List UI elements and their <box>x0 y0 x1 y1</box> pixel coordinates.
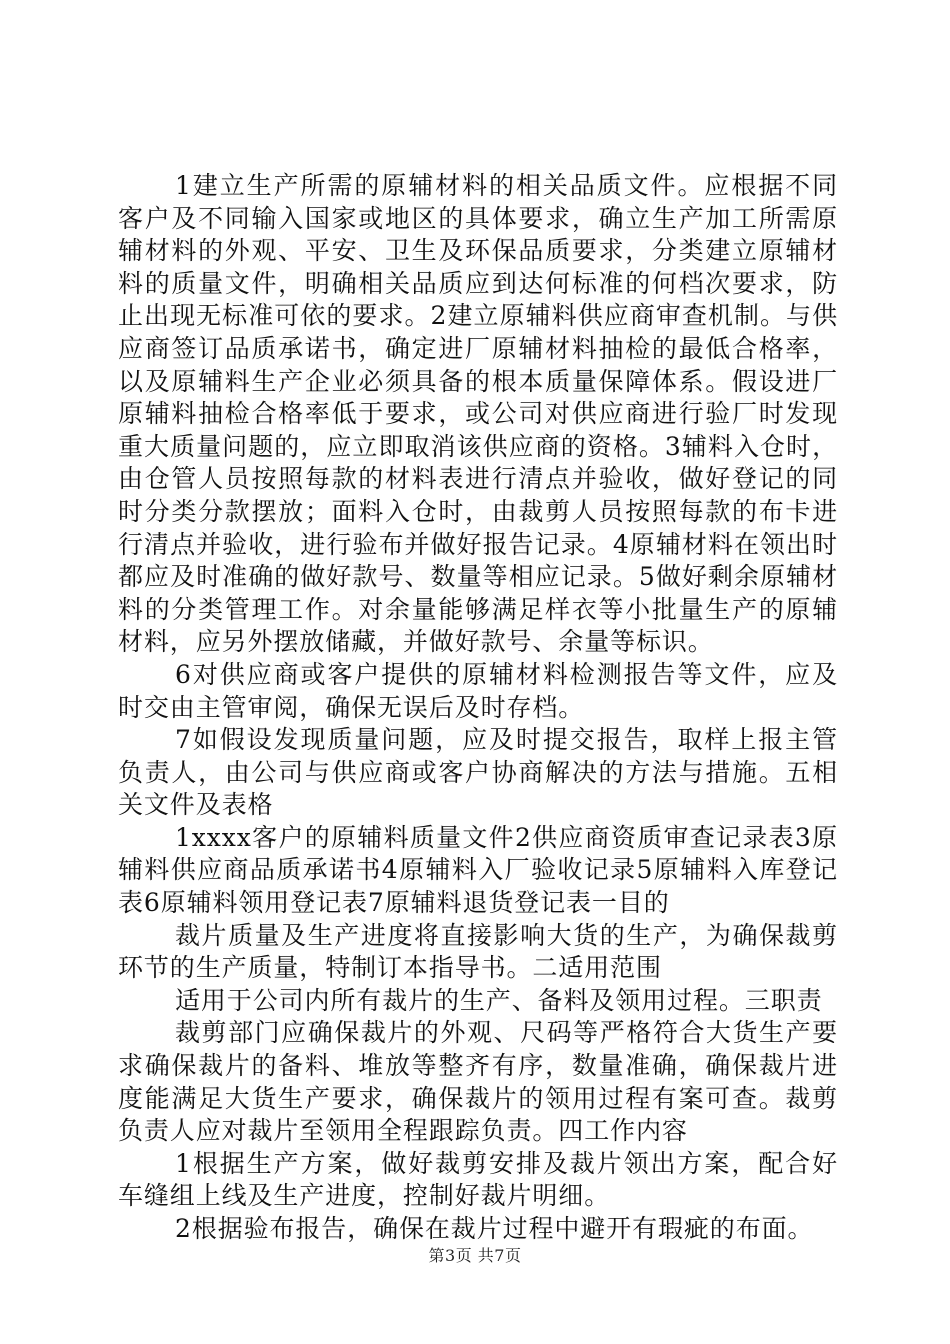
paragraph-7: 裁剪部门应确保裁片的外观、尺码等严格符合大货生产要求确保裁片的备料、堆放等整齐有序，数量准确，确保裁片进度能满足大货生产要求，确保裁片的领用过程有案可查。裁剪负责人应对裁片至领用全程跟踪负责。四工作内容 <box>118 1018 838 1146</box>
paragraph-9: 2根据验布报告，确保在裁片过程中避开有瑕疵的布面。 <box>175 1214 814 1243</box>
page-footer <box>0 1243 950 1266</box>
page-number: 第3页 <box>428 1246 473 1265</box>
paragraph-1: 1建立生产所需的原辅材料的相关品质文件。应根据不同客户及不同输入国家或地区的具体要求，确立生产加工所需原辅材料的外观、平安、卫生及环保品质要求，分类建立原辅材料的质量文件，明确相关品质应到达何标准的何档次要求，防止出现无标准可依的要求。2建立原辅料供应商审查机制。与供应商签订品质承诺书，确定进厂原辅材料抽检的最低合格率，以及原辅料生产企业必须具备的根本质量保障体系。假设进厂原辅料抽检合格率低于要求，或公司对供应商进行验厂时发现重大质量问题的，应立即取消该供应商的资格。3辅料入仓时，由仓管人员按照每款的材料表进行清点并验收，做好登记的同时分类分款摆放；面料入仓时，由裁剪人员按照每款的布卡进行清点并验收，进行验布并做好报告记录。4原辅材料在领出时都应及时准确的做好款号、数量等相应记录。5做好剩余原辅材料的分类管理工作。对余量能够满足样衣等小批量生产的原辅材料，应另外摆放储藏，并做好款号、余量等标识。 <box>118 171 838 657</box>
paragraph-5: 裁片质量及生产进度将直接影响大货的生产，为确保裁剪环节的生产质量，特制订本指导书。二适用范围 <box>118 920 838 983</box>
paragraph-4: 1xxxx客户的原辅料质量文件2供应商资质审查记录表3原辅料供应商品质承诺书4原辅料入厂验收记录5原辅料入库登记表6原辅料领用登记表7原辅料退货登记表一目的 <box>118 822 838 918</box>
paragraph-3: 7如假设发现质量问题，应及时提交报告，取样上报主管负责人，由公司与供应商或客户协商解决的方法与措施。五相关文件及表格 <box>118 725 838 820</box>
document-body <box>118 170 838 1246</box>
paragraph-6: 适用于公司内所有裁片的生产、备料及领用过程。三职责 <box>175 985 823 1015</box>
paragraph-2: 6对供应商或客户提供的原辅材料检测报告等文件，应及时交由主管审阅，确保无误后及时存档。 <box>118 659 838 722</box>
page-total: 共7页 <box>477 1246 522 1265</box>
paragraph-8: 1根据生产方案，做好裁剪安排及裁片领出方案，配合好车缝组上线及生产进度，控制好裁片明细。 <box>118 1148 838 1211</box>
